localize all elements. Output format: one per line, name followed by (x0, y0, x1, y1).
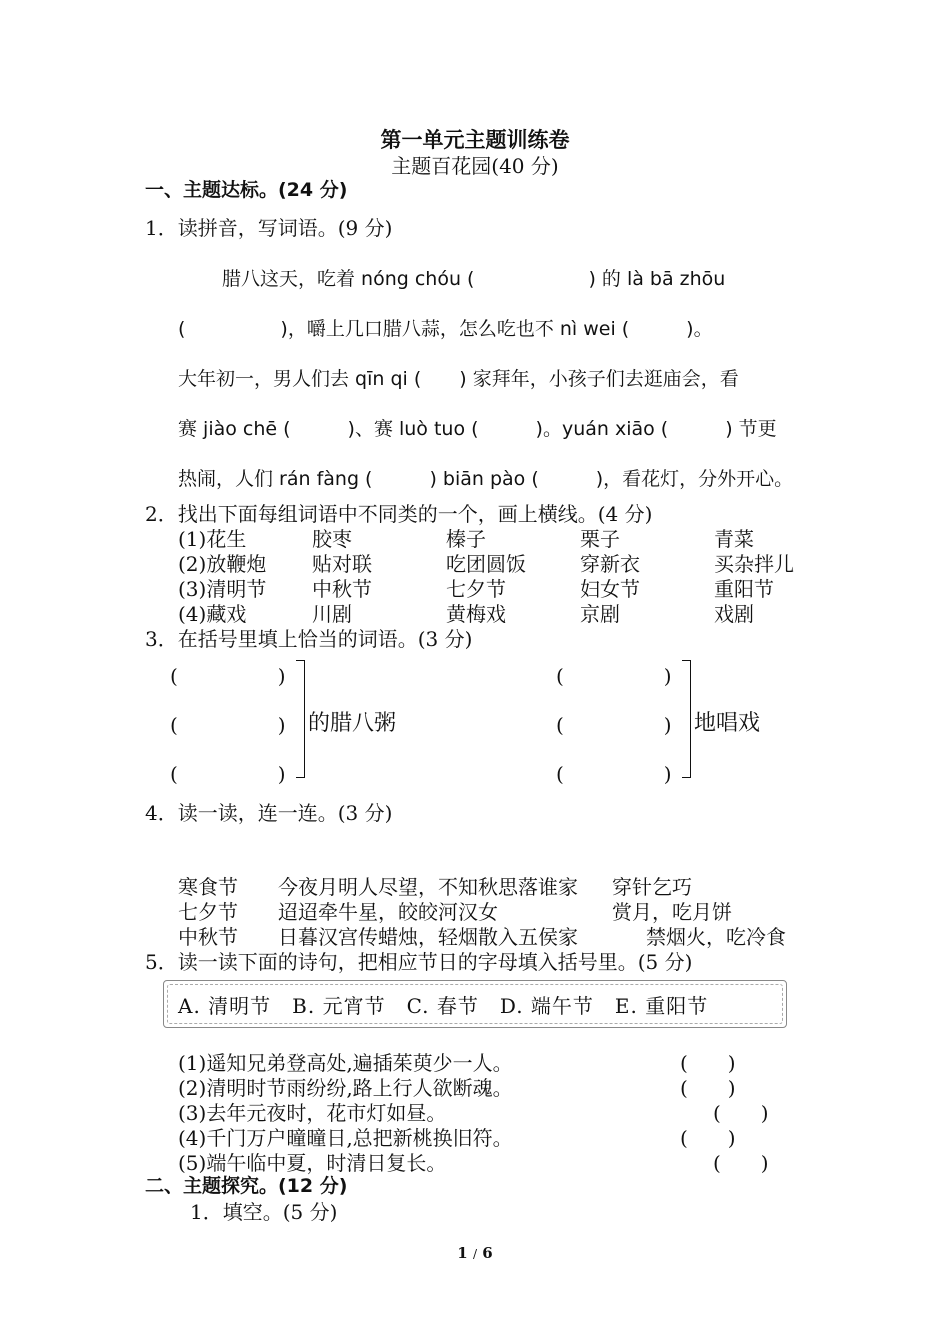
page-total: 6 (482, 1244, 493, 1262)
answer-blank[interactable]: ( ) (170, 664, 286, 688)
q3-heading: 3．在括号里填上恰当的词语。(3 分) (145, 627, 473, 651)
q2-heading: 2．找出下面每组词语中不同类的一个，画上横线。(4 分) (145, 502, 653, 526)
q4-custom[interactable]: 穿针乞巧 (612, 875, 692, 899)
q5-item: (5)端午临中夏，时清日复长。 (178, 1151, 447, 1175)
answer-blank[interactable]: ( ) (713, 1101, 769, 1125)
section2-heading: 二、主题探究。(12 分) (145, 1175, 348, 1197)
page-subtitle: 主题百花园(40 分) (391, 154, 559, 178)
q2-word[interactable]: (4)藏戏 (178, 602, 247, 626)
q2-word[interactable]: 京剧 (580, 602, 620, 626)
q1-line-1: 腊八这天，吃着 nóng chóu ( ) 的 là bā zhōu (222, 268, 726, 290)
answer-blank[interactable]: ( ) (713, 1151, 769, 1175)
q2-word[interactable]: 榛子 (446, 527, 486, 551)
brace-icon (682, 660, 691, 778)
q3-left-target: 的腊八粥 (308, 711, 397, 736)
q5-item: (4)千门万户曈曈日,总把新桃换旧符。 (178, 1126, 513, 1150)
q4-poem[interactable]: 日暮汉宫传蜡烛，轻烟散入五侯家 (278, 925, 578, 949)
q1-heading: 1．读拼音，写词语。(9 分) (145, 216, 393, 240)
q4-poem[interactable]: 迢迢牵牛星，皎皎河汉女 (278, 900, 498, 924)
q5-item: (2)清明时节雨纷纷,路上行人欲断魂。 (178, 1076, 513, 1100)
q2-word[interactable]: (2)放鞭炮 (178, 552, 267, 576)
q4-heading: 4．读一读，连一连。(3 分) (145, 801, 393, 825)
answer-blank[interactable]: ( ) (680, 1051, 736, 1075)
answer-blank[interactable]: ( ) (556, 664, 672, 688)
q1-line-5: 热闹，人们 rán fàng ( ) biān pào ( )，看花灯，分外开心。 (178, 468, 794, 490)
section1-heading: 一、主题达标。(24 分) (145, 179, 348, 201)
q2-word[interactable]: 买杂拌儿 (714, 552, 794, 576)
q2-word[interactable]: 青菜 (714, 527, 754, 551)
q2-word[interactable]: 穿新衣 (580, 552, 640, 576)
q4-festival[interactable]: 寒食节 (178, 875, 238, 899)
q4-custom[interactable]: 禁烟火，吃冷食 (646, 925, 786, 949)
q1-line-2: ( )，嚼上几口腊八蒜，怎么吃也不 nì wei ( )。 (178, 318, 713, 340)
page-title: 第一单元主题训练卷 (380, 127, 570, 152)
page-current: 1 (457, 1244, 468, 1262)
page-separator: / (472, 1247, 478, 1261)
q2-word[interactable]: 妇女节 (580, 577, 640, 601)
q4-festival[interactable]: 中秋节 (178, 925, 238, 949)
q2-word[interactable]: 黄梅戏 (446, 602, 506, 626)
q2-word[interactable]: 胶枣 (312, 527, 352, 551)
q3-right-target: 地唱戏 (694, 711, 761, 736)
q2-word[interactable]: (3)清明节 (178, 577, 267, 601)
q4-poem[interactable]: 今夜月明人尽望，不知秋思落谁家 (278, 875, 578, 899)
q2-word[interactable]: 七夕节 (446, 577, 506, 601)
q4-festival[interactable]: 七夕节 (178, 900, 238, 924)
q2-word[interactable]: 重阳节 (714, 577, 774, 601)
q2-word[interactable]: (1)花生 (178, 527, 247, 551)
q1-line-4: 赛 jiào chē ( )、赛 luò tuo ( )。yuán xiāo ( ) 节更 (178, 418, 777, 440)
q4-custom[interactable]: 赏月，吃月饼 (612, 900, 732, 924)
q5-item: (3)去年元夜时，花市灯如昼。 (178, 1101, 447, 1125)
q5-item: (1)遥知兄弟登高处,遍插茱萸少一人。 (178, 1051, 513, 1075)
answer-blank[interactable]: ( ) (556, 713, 672, 737)
page-number (0, 1244, 950, 1262)
q1-line-3: 大年初一，男人们去 qīn qi ( ) 家拜年，小孩子们去逛庙会，看 (178, 368, 739, 390)
answer-blank[interactable]: ( ) (680, 1076, 736, 1100)
q2-word[interactable]: 戏剧 (714, 602, 754, 626)
q2-word[interactable]: 栗子 (580, 527, 620, 551)
q2-word[interactable]: 川剧 (312, 602, 352, 626)
q2-word[interactable]: 吃团圆饭 (446, 552, 526, 576)
answer-blank[interactable]: ( ) (680, 1126, 736, 1150)
answer-blank[interactable]: ( ) (556, 762, 672, 786)
s2-q1-heading: 1．填空。(5 分) (190, 1200, 338, 1224)
answer-blank[interactable]: ( ) (170, 713, 286, 737)
q2-word[interactable]: 贴对联 (312, 552, 372, 576)
q2-word[interactable]: 中秋节 (312, 577, 372, 601)
q5-options: A. 清明节 B. 元宵节 C. 春节 D. 端午节 E. 重阳节 (178, 994, 709, 1018)
q5-heading: 5．读一读下面的诗句，把相应节日的字母填入括号里。(5 分) (145, 950, 693, 974)
answer-blank[interactable]: ( ) (170, 762, 286, 786)
brace-icon (296, 660, 305, 778)
